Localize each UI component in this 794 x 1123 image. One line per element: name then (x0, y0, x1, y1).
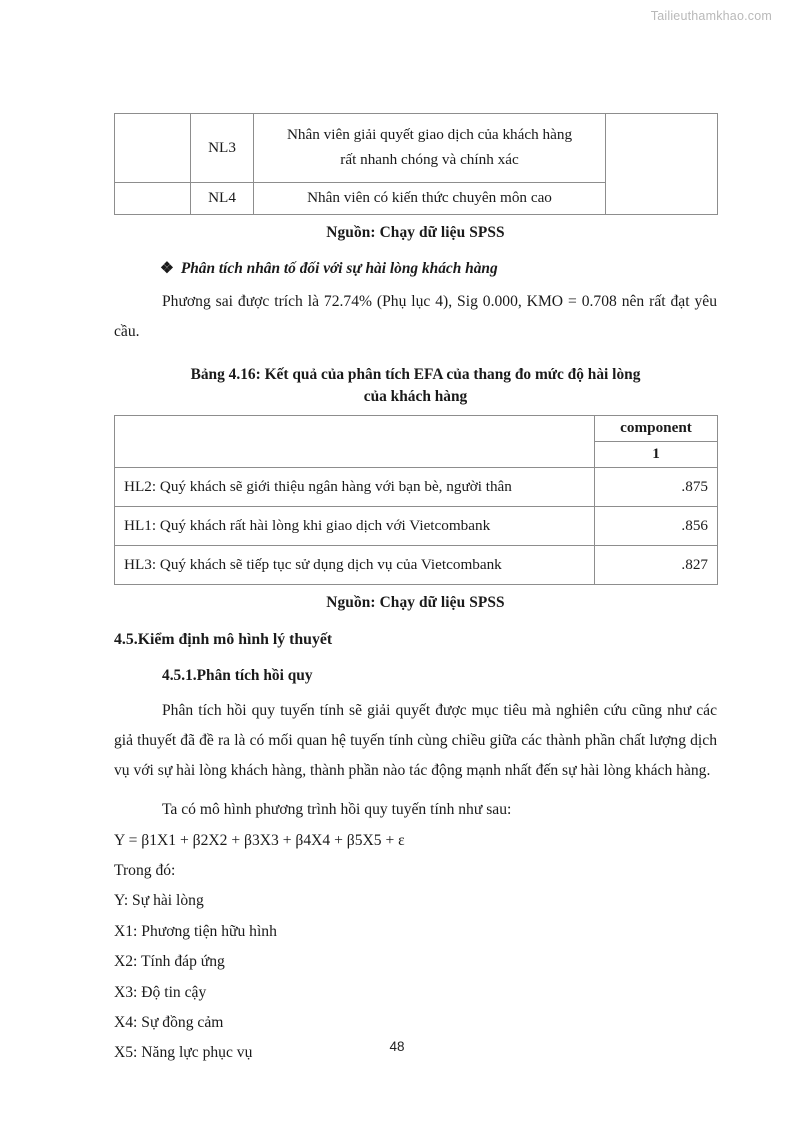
efa-item-cell: HL3: Quý khách sẽ tiếp tục sử dụng dịch vụ của Vietcombank (115, 545, 595, 584)
diamond-bullet-icon: ❖ (160, 260, 174, 277)
table-row (115, 506, 718, 545)
list-item: X5: Năng lực phục vụ (114, 1044, 253, 1062)
efa-item-cell: HL1: Quý khách rất hài lòng khi giao dịch với Vietcombank (115, 506, 595, 545)
source-note: Nguồn: Chạy dữ liệu SPSS (326, 593, 505, 611)
where-label: Trong đó: (114, 862, 176, 880)
paragraph-regression: Phân tích hồi quy tuyến tính sẽ giải quyết được mục tiêu mà nghiên cứu cũng như các giả thuyết đã đề ra là có mối quan hệ tuyến tính cùng chiều giữa các thành phần chất lượng dịch vụ với sự hài lòng khách hàng, thành phần nào tác động mạnh nhất đến sự hài lòng khách hàng. (114, 702, 717, 780)
nl-blank-left-cell (115, 183, 191, 215)
efa-header-component: component (595, 415, 718, 441)
nl-desc-line1: Nhân viên giải quyết giao dịch của khách hàng (286, 126, 573, 144)
table-row (115, 114, 718, 183)
bullet-heading-label: Phân tích nhân tố đối với sự hài lòng khách hàng (180, 260, 498, 277)
page-content (114, 113, 717, 1069)
nl-blank-left-cell (115, 114, 191, 183)
caption-line1: Bảng 4.16: Kết quả của phân tích EFA của thang đo mức độ hài lòng (190, 365, 641, 383)
nl-desc-line2: rất nhanh chóng và chính xác (340, 151, 519, 168)
efa-value-cell: .827 (595, 545, 718, 584)
list-item: X3: Độ tin cậy (114, 983, 207, 1001)
model-intro-line: Ta có mô hình phương trình hồi quy tuyến tính như sau: (162, 801, 512, 819)
list-item: X1: Phương tiện hữu hình (114, 922, 277, 940)
page-number: 48 (389, 1039, 405, 1054)
nl-scale-table (114, 113, 718, 215)
list-item: X4: Sự đồng cảm (114, 1014, 224, 1032)
list-item: Y: Sự hài lòng (114, 892, 204, 910)
efa-result-table (114, 415, 718, 585)
caption-line2: của khách hàng (363, 387, 468, 405)
table-row (115, 467, 718, 506)
regression-equation: Y = β1X1 + β2X2 + β3X3 + β4X4 + β5X5 + ε (114, 831, 405, 849)
nl-desc-cell (254, 114, 606, 183)
efa-value-cell: .856 (595, 506, 718, 545)
efa-header-component-index: 1 (595, 441, 718, 467)
section-heading-451: 4.5.1.Phân tích hồi quy (162, 667, 313, 685)
nl-desc-cell: Nhân viên có kiến thức chuyên môn cao (254, 183, 606, 215)
efa-value-cell: .875 (595, 467, 718, 506)
bullet-heading (114, 259, 717, 278)
efa-item-cell: HL2: Quý khách sẽ giới thiệu ngân hàng với bạn bè, người thân (115, 467, 595, 506)
nl-code-cell: NL4 (191, 183, 254, 215)
source-note: Nguồn: Chạy dữ liệu SPSS (326, 224, 505, 241)
table-row (115, 545, 718, 584)
nl-code-cell: NL3 (191, 114, 254, 183)
nl-blank-right-cell (606, 114, 718, 215)
table-header-row (115, 415, 718, 441)
section-heading-45: 4.5.Kiểm định mô hình lý thuyết (114, 630, 333, 648)
paragraph-variance: Phương sai được trích là 72.74% (Phụ lục 4), Sig 0.000, KMO = 0.708 nên rất đạt yêu cầu. (114, 293, 717, 340)
table-caption (114, 364, 717, 408)
list-item: X2: Tính đáp ứng (114, 953, 225, 971)
watermark: Tailieuthamkhao.com (650, 9, 772, 23)
efa-header-blank (115, 415, 595, 467)
